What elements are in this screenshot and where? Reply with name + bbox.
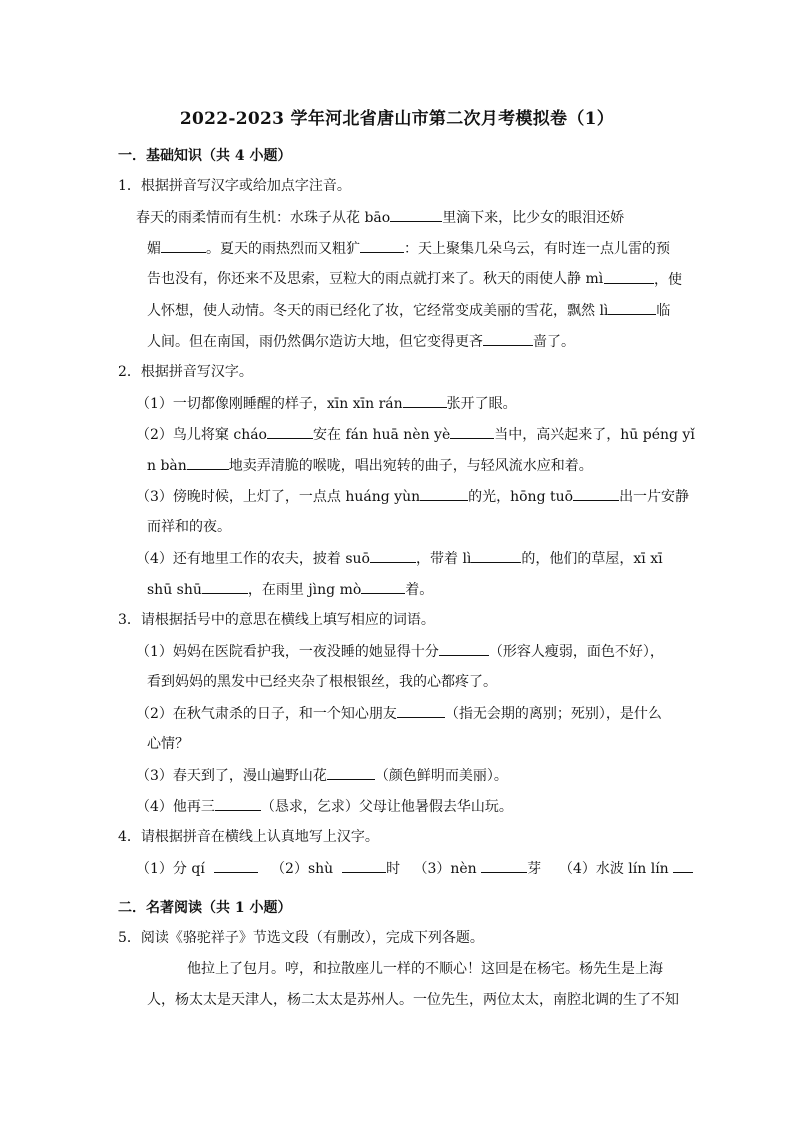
question-2-item-2: （2）鸟儿将窠 cháo 安在 fán huā nèn yè 当中，高兴起来了，hū péng yǐ (136, 424, 695, 445)
question-3-item-1-cont: 看到妈妈的黑发中已经夹杂了根根银丝，我的心都疼了。 (147, 674, 497, 690)
answer-blank[interactable] (360, 238, 404, 253)
answer-blank[interactable] (604, 269, 654, 284)
question-4-stem: 4．请根据拼音在横线上认真地写上汉字。 (118, 829, 379, 845)
answer-blank[interactable] (361, 579, 405, 594)
answer-blank[interactable] (439, 641, 489, 656)
answer-blank[interactable] (403, 393, 447, 408)
answer-blank[interactable] (471, 548, 521, 563)
question-2-item-4-cont: shū shū ，在雨里 jìng mò 着。 (147, 579, 433, 600)
question-3-item-4: （4）他再三 （恳求，乞求）父母让他暑假去华山玩。 (136, 796, 513, 817)
question-2-item-4: （4）还有地里工作的农夫，披着 suō ，带着 lì 的，他们的草屋，xī xī (136, 548, 663, 569)
answer-blank[interactable] (342, 858, 386, 873)
answer-blank[interactable] (327, 765, 375, 780)
answer-blank[interactable] (370, 548, 416, 563)
reading-passage-line-1: 他拉上了包月。哼，和拉散座儿一样的不顺心！这回是在杨宅。杨先生是上海 (187, 961, 663, 977)
question-3-item-2-cont: 心情？ (147, 736, 189, 752)
question-1-stem: 1．根据拼音写汉字或给加点字注音。 (118, 178, 351, 194)
answer-blank[interactable] (481, 858, 527, 873)
question-3-item-1: （1）妈妈在医院看护我，一夜没睡的她显得十分 （形容人瘦弱，面色不好）， (136, 641, 664, 662)
answer-blank[interactable] (390, 207, 442, 222)
question-4-items: （1）分 qí （2）shù 时 （3）nèn 芽 （4）水波 lín lín (136, 858, 693, 879)
question-3-item-3: （3）春天到了，漫山遍野山花 （颜色鲜明而美丽）。 (136, 765, 508, 786)
question-1-line-5: 人间。但在南国，雨仍然偶尔造访大地，但它变得更吝 啬了。 (147, 331, 575, 352)
section-heading-basic: 一．基础知识（共 4 小题） (118, 148, 292, 164)
question-2-item-3: （3）傍晚时候，上灯了，一点点 huáng yùn 的光，hōng tuō 出一片安静 (136, 486, 689, 507)
question-3-stem: 3．请根据括号中的意思在横线上填写相应的词语。 (118, 612, 435, 628)
answer-blank[interactable] (573, 486, 619, 501)
answer-blank[interactable] (202, 579, 248, 594)
answer-blank[interactable] (608, 300, 656, 315)
answer-blank[interactable] (450, 424, 494, 439)
answer-blank[interactable] (483, 331, 533, 346)
reading-passage-line-2: 人，杨太太是天津人，杨二太太是苏州人。一位先生，两位太太，南腔北调的生了不知 (147, 992, 679, 1008)
answer-blank[interactable] (215, 796, 261, 811)
answer-blank[interactable] (397, 703, 445, 718)
section-heading-reading: 二．名著阅读（共 1 小题） (118, 900, 292, 916)
question-2-item-3-cont: 而祥和的夜。 (147, 519, 231, 535)
answer-blank[interactable] (214, 858, 258, 873)
question-1-line-4: 人怀想，使人动情。冬天的雨已经化了妆，它经常变成美丽的雪花，飘然 lì 临 (147, 300, 670, 321)
question-1-line-2: 媚 。夏天的雨热烈而又粗犷 ：天上聚集几朵乌云，有时连一点儿雷的预 (147, 238, 670, 259)
answer-blank[interactable] (267, 424, 313, 439)
answer-blank[interactable] (187, 455, 229, 470)
answer-blank[interactable] (161, 238, 206, 253)
question-1-line-3-end: ，使 (604, 269, 682, 290)
question-1-line-1: 春天的雨柔情而有生机：水珠子从花 bāo 里滴下来，比少女的眼泪还娇 (136, 207, 624, 228)
question-2-item-2-cont: n bàn 地卖弄清脆的喉咙，唱出宛转的曲子，与轻风流水应和着。 (147, 455, 593, 476)
question-2-item-1: （1）一切都像刚睡醒的样子，xīn xīn rán 张开了眼。 (136, 393, 517, 414)
answer-blank[interactable] (673, 858, 693, 873)
question-2-stem: 2．根据拼音写汉字。 (118, 364, 253, 380)
question-3-item-2: （2）在秋气肃杀的日子，和一个知心朋友 （指无会期的离别；死别），是什么 (136, 703, 662, 724)
question-1-line-3: 告也没有，你还来不及思索，豆粒大的雨点就打来了。秋天的雨使人静 mì (147, 271, 604, 287)
question-5-stem: 5．阅读《骆驼祥子》节选文段（有删改），完成下列各题。 (118, 930, 484, 946)
answer-blank[interactable] (420, 486, 468, 501)
page-title: 2022-2023 学年河北省唐山市第二次月考模拟卷（1） (179, 109, 615, 129)
